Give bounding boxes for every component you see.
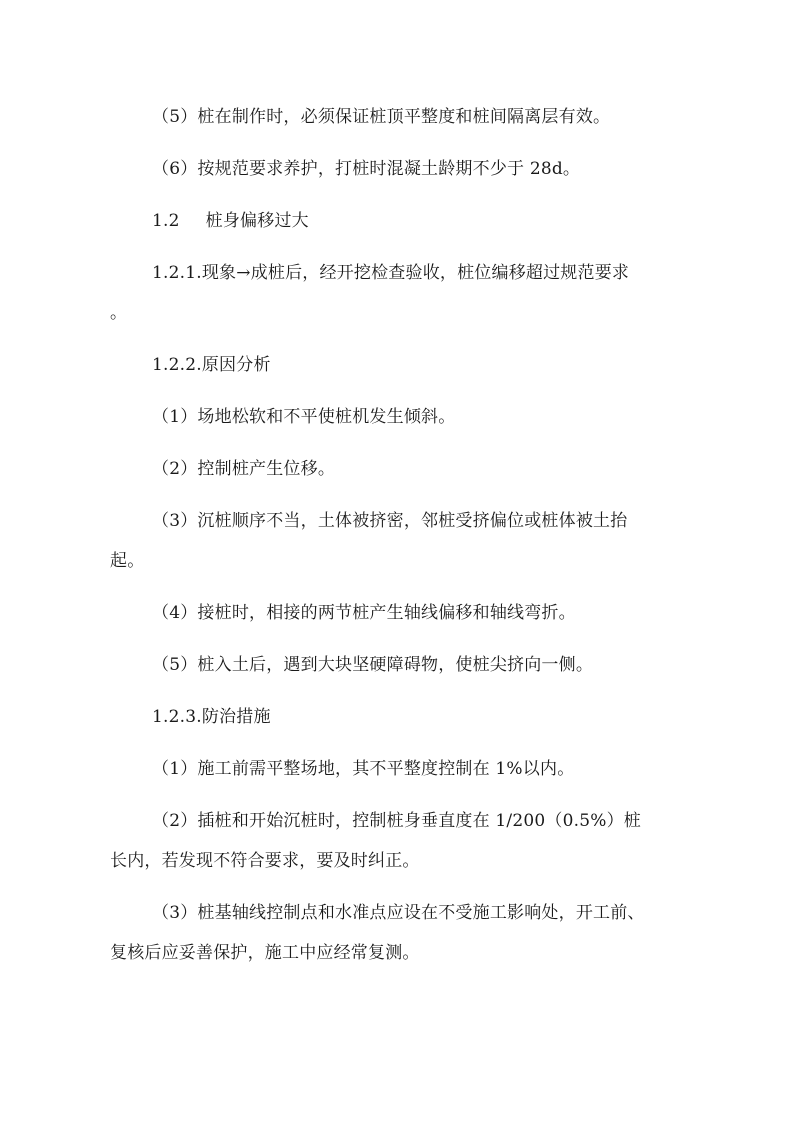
paragraph-continuation bbox=[0, 302, 794, 324]
subsection-1-2-1-phenomenon bbox=[0, 262, 794, 284]
paragraph-text: （3）沉桩顺序不当，土体被挤密，邻桩受挤偏位或桩体被土抬 bbox=[152, 511, 628, 531]
paragraph-text: 1.2.1.现象→成桩后，经开挖检查验收，桩位编移超过规范要求 bbox=[152, 263, 630, 283]
paragraph-text: （4）接桩时，相接的两节桩产生轴线偏移和轴线弯折。 bbox=[152, 603, 576, 623]
subsection-1-2-2-cause-analysis bbox=[0, 354, 794, 376]
paragraph-text: 。 bbox=[110, 303, 128, 323]
paragraph-text: （5）桩入土后，遇到大块坚硬障碍物，使桩尖挤向一侧。 bbox=[152, 655, 594, 675]
paragraph-text: （6）按规范要求养护，打桩时混凝土龄期不少于 28d。 bbox=[152, 159, 581, 179]
paragraph-text: （2）控制桩产生位移。 bbox=[152, 459, 336, 479]
paragraph-text: （1）施工前需平整场地，其不平整度控制在 1%以内。 bbox=[152, 759, 575, 779]
paragraph-text: （1）场地松软和不平使桩机发生倾斜。 bbox=[152, 407, 456, 427]
prevention-item-3 bbox=[0, 902, 794, 924]
subsection-title: 1.2.3.防治措施 bbox=[152, 707, 271, 727]
prevention-item-2-continuation bbox=[0, 850, 794, 872]
cause-item-3-continuation bbox=[0, 550, 794, 572]
prevention-item-1 bbox=[0, 758, 794, 780]
cause-item-3 bbox=[0, 510, 794, 532]
prevention-item-3-continuation bbox=[0, 942, 794, 964]
paragraph-text: （5）桩在制作时，必须保证桩顶平整度和桩间隔离层有效。 bbox=[152, 107, 611, 127]
cause-item-5 bbox=[0, 654, 794, 676]
cause-item-2 bbox=[0, 458, 794, 480]
cause-item-4 bbox=[0, 602, 794, 624]
section-heading-1-2 bbox=[0, 210, 794, 232]
cause-item-1 bbox=[0, 406, 794, 428]
paragraph-item-5-pile-fabrication bbox=[0, 106, 794, 128]
paragraph-text: 长内，若发现不符合要求，要及时纠正。 bbox=[110, 851, 420, 871]
subsection-1-2-3-prevention bbox=[0, 706, 794, 728]
paragraph-text: 起。 bbox=[110, 551, 145, 571]
section-number: 1.2 bbox=[152, 211, 180, 231]
paragraph-text: （2）插桩和开始沉桩时，控制桩身垂直度在 1/200（0.5%）桩 bbox=[152, 811, 641, 831]
section-title: 桩身偏移过大 bbox=[205, 211, 309, 231]
paragraph-text: （3）桩基轴线控制点和水准点应设在不受施工影响处，开工前、 bbox=[152, 903, 645, 923]
prevention-item-2 bbox=[0, 810, 794, 832]
subsection-title: 1.2.2.原因分析 bbox=[152, 355, 271, 375]
paragraph-text: 复核后应妥善保护，施工中应经常复测。 bbox=[110, 943, 420, 963]
paragraph-item-6-curing bbox=[0, 158, 794, 180]
